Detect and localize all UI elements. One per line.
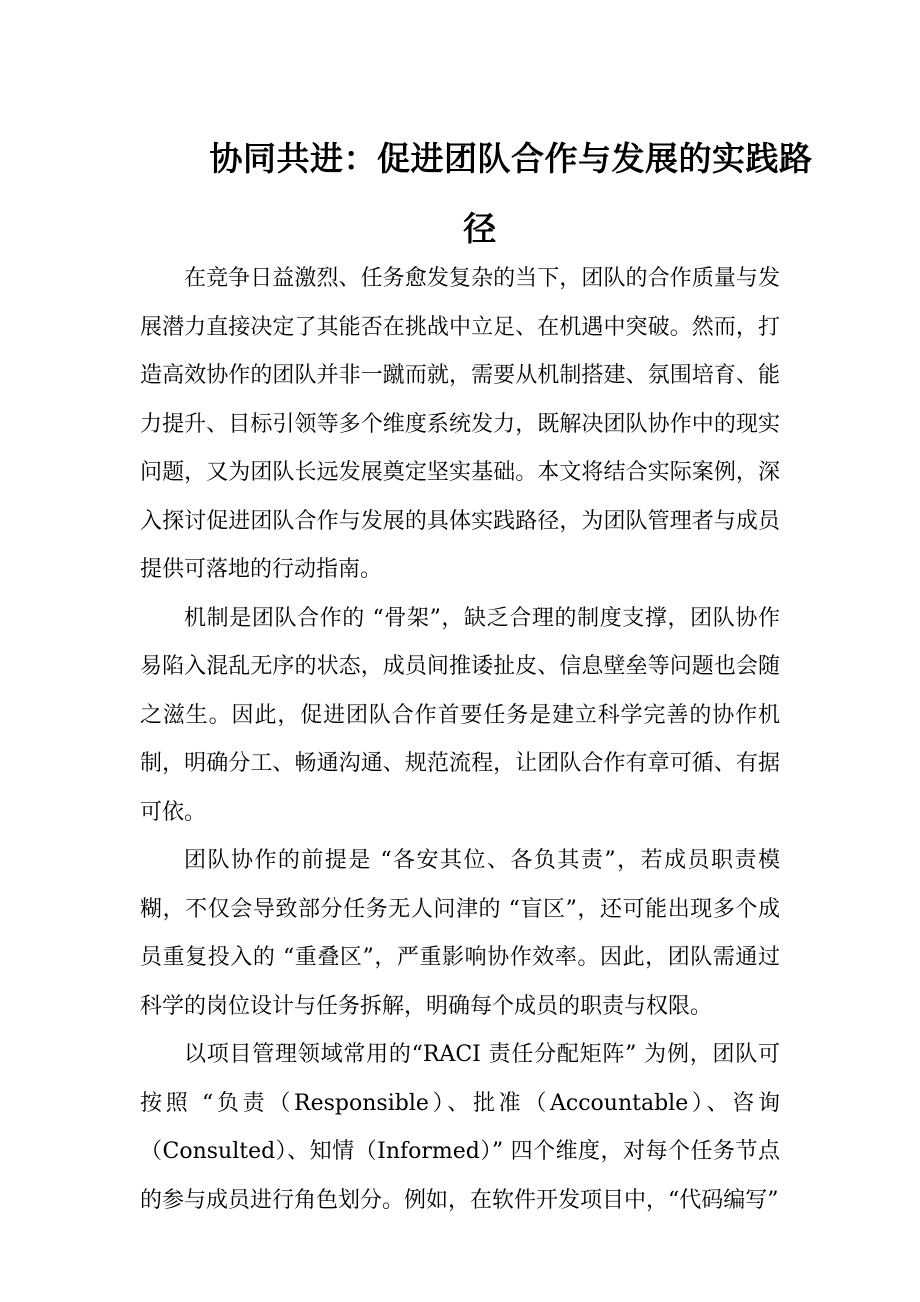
- paragraph-mechanism: 机制是团队合作的 “骨架”，缺乏合理的制度支撑，团队协作易陷入混乱无序的状态，成员间推诿扯皮、信息壁垒等问题也会随之滋生。因此，促进团队合作首要任务是建立科学完善的协作机制，明确分工、畅通沟通、规范流程，让团队合作有章可循、有据可依。: [140, 605, 780, 825]
- paragraph-raci: 以项目管理领域常用的“RACI 责任分配矩阵” 为例，团队可按照 “负责（Responsible）、批准（Accountable）、咨询（Consulted）、知情（Informed）” 四个维度，对每个任务节点的参与成员进行角色划分。例如，在软件开发项目中，“代码编写”: [140, 1042, 780, 1213]
- document-title: 协同共进：促进团队合作与发展的实践路径: [209, 139, 813, 248]
- paragraph-responsibility: 团队协作的前提是 “各安其位、各负其责”，若成员职责模糊，不仅会导致部分任务无人问津的 “盲区”，还可能出现多个成员重复投入的 “重叠区”，严重影响协作效率。因此，团队需通过科学的岗位设计与任务拆解，明确每个成员的职责与权限。: [140, 848, 780, 1019]
- document-body: [140, 255, 780, 1225]
- paragraph-intro: 在竞争日益激烈、任务愈发复杂的当下，团队的合作质量与发展潜力直接决定了其能否在挑战中立足、在机遇中突破。然而，打造高效协作的团队并非一蹴而就，需要从机制搭建、氛围培育、能力提升、目标引领等多个维度系统发力，既解决团队协作中的现实问题，又为团队长远发展奠定坚实基础。本文将结合实际案例，深入探讨促进团队合作与发展的具体实践路径，为团队管理者与成员提供可落地的行动指南。: [140, 266, 780, 582]
